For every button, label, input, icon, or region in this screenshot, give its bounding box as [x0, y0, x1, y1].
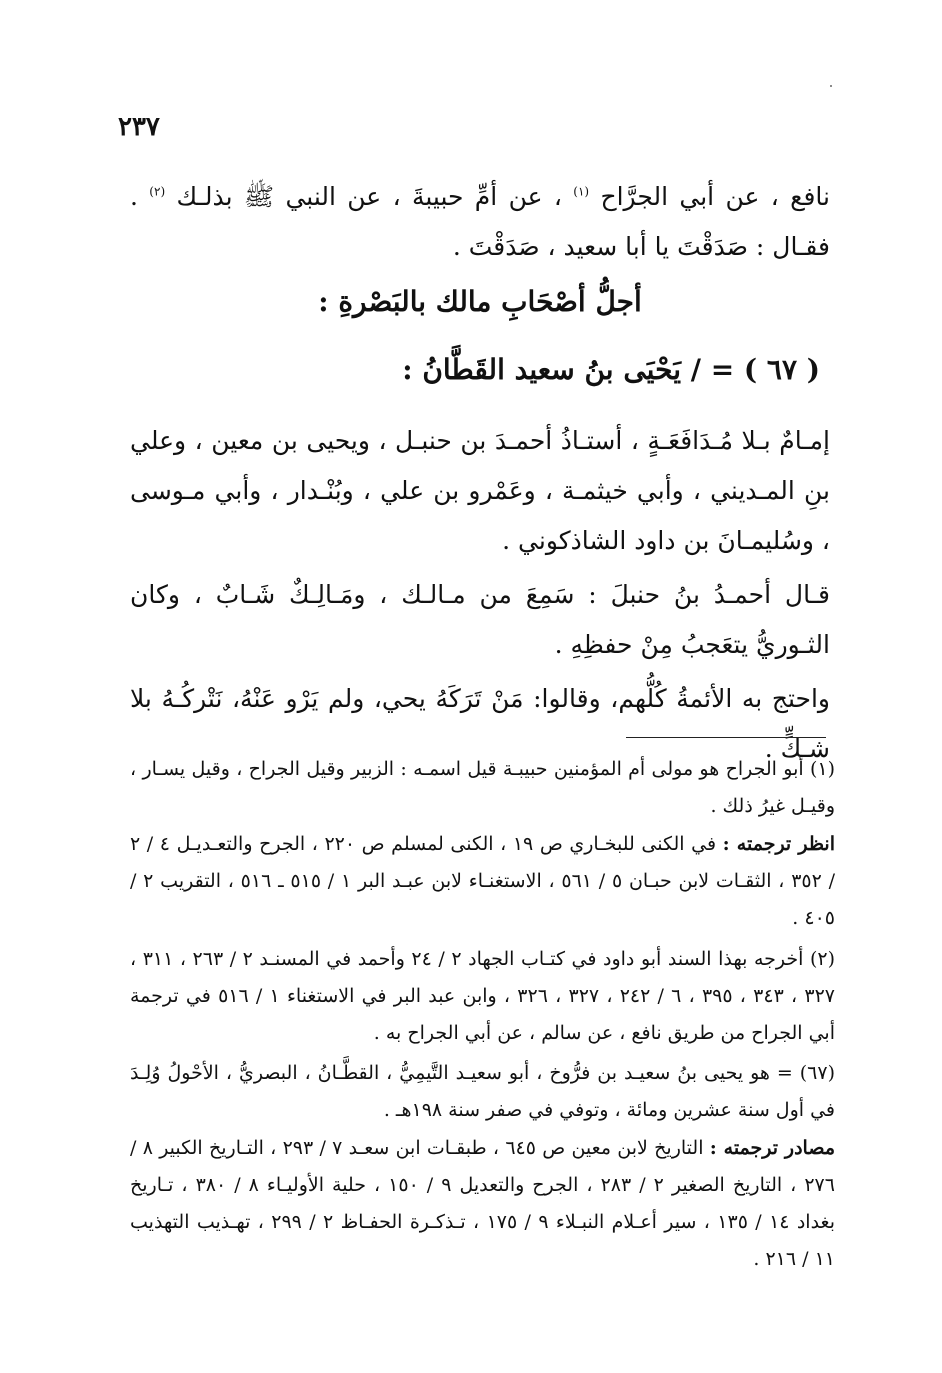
footnote-67-sources-text: التاريخ لابن معين ص ٦٤٥ ، طبقـات ابن سعـد ٧ / ٢٩٣ ، التـاريخ الكبير ٨ / ٢٧٦ ، التاريخ الصغير ٢ / ٢٨٣ ، الجرح والتعديل ٩ / ١٥٠ ، حلية الأوليـاء ٨ / ٣٨٠ ، تـاريخ بغداد ١٤ / ١٣٥ ، سير أعـلام النبـلاء ٩ / ١٧٥ ، تـذكـرة الحفـاظ ٢ / ٢٩٩ ، تهـذيب التهذيب ١١ / ٢١٦ . — [130, 1137, 836, 1270]
top-paragraph-part2: ، عن أمِّ حبيبةَ ، عن النبي ﷺ بذلـك — [165, 182, 574, 211]
page-number: ٢٣٧ — [118, 112, 160, 142]
margin-mark — [830, 85, 832, 87]
footnote-1-sources-label: انظر ترجمته : — [722, 833, 835, 855]
footnote-1-sources — [130, 826, 835, 937]
footnote-1: (١) أبو الجراح هو مولى أم المؤمنين حبيبـة قيل اسمـه : الزبير وقيل الجراح ، وقيل يسـار ، وقيـل غيرُ ذلك . — [130, 758, 835, 817]
footnote-67: (٦٧) = هو يحيى بنُ سعيـد بن فرُّوخ ، أبو سعيـد التَّيمِيُّ ، القطَّـانُ ، البصريُّ ، الأحْولُ وُلِـدَ في أول سنة عشرين ومائة ، وتوفي في صفر سنة ١٩٨هـ . — [130, 1062, 835, 1121]
footnote-2: (٢) أخرجه بهذا السند أبو داود في كتـاب الجهاد ٢ / ٢٤ وأحمد في المسنـد ٢ / ٢٦٣ ، ٣١١ ، ٣٢٧ ، ٣٤٣ ، ٣٩٥ ، ٦ / ٢٤٢ ، ٣٢٧ ، ٣٢٦ ، وابن عبد البر في الاستغناء ١ / ٥١٦ في ترجمة أبي الجراح من طريق نافع ، عن سالم ، عن أبي الجراح به . — [130, 948, 836, 1044]
top-paragraph-part3: . فقـال : صَدَقْتَ يا أبا سعيد ، صَدَقْتَ . — [130, 182, 830, 261]
top-paragraph-part1: نافع ، عن أبي الجرَّاح — [589, 182, 830, 211]
footnote-67-sources-label: مصادر ترجمته : — [709, 1137, 835, 1159]
paragraph-3: واحتج به الأئمةُ كُلُّهم، وقالوا: مَنْ تَرَكَهُ يحي، ولم يَرْو عَنْهُ، نَتْركُـهُ بلا شـكٍّ . — [130, 684, 830, 763]
footnote-ref-1: (١) — [573, 184, 590, 199]
entry-title: ( ٦٧ ) = / يَحْيَى بنُ سعيد القَطَّانُ : — [402, 353, 820, 386]
paragraph-2: قـال أحمـدُ بنُ حنبلَ : سَمِعَ من مـالـك ، ومَـالِـكٌ شَـابٌ ، وكان الثـوريُّ يتعَجبُ مِنْ حفظِهِ . — [130, 580, 830, 659]
section-title: أجلُّ أصْحَابِ مالك بالبَصْرةِ : — [318, 285, 642, 318]
footnote-1-sources-text: في الكنى للبخـاري ص ١٩ ، الكنى لمسلم ص ٢٢٠ ، الجرح والتعـديـل ٤ / ٢ / ٣٥٢ ، الثقـات لابن حبـان ٥ / ٥٦١ ، الاستغنـاء لابن عبـد البر ١ / ٥١٥ ـ ٥١٦ ، التقريب ٢ / ٤٠٥ . — [130, 833, 835, 929]
footnote-separator — [626, 737, 826, 738]
footnote-ref-2: (٢) — [149, 184, 166, 199]
footnote-67-sources — [130, 1130, 835, 1278]
paragraph-1: إمـامٌ بـلا مُـدَافَعَـةٍ ، أستـاذُ أحمـدَ بن حنبـل ، ويحيى بن معين ، وعلي بنِ المـديني ، وأبي خيثمـة ، وعَمْرو بن علي ، وبُنْـدار ، وأبي مـوسى ، وسُليمـانَ بن داود الشاذكوني . — [130, 426, 830, 555]
top-paragraph — [130, 172, 830, 272]
